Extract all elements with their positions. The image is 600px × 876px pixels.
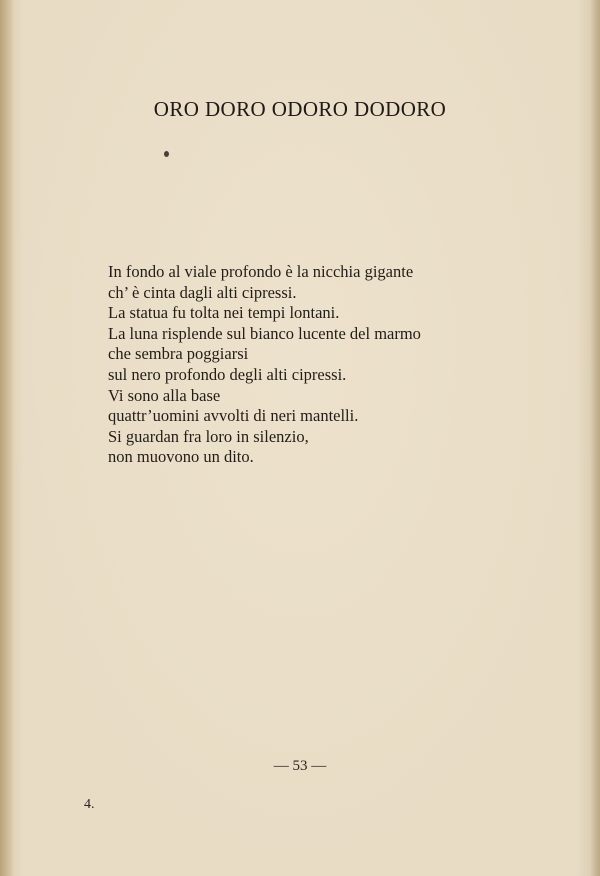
- poem-line: La statua fu tolta nei tempi lontani.: [108, 303, 340, 323]
- poem-line: sul nero profondo degli alti cipressi.: [108, 364, 347, 384]
- poem-line: In fondo al viale profondo è la nicchia gigante: [108, 262, 414, 281]
- poem-line: quattr’uomini avvolti di neri mantelli.: [108, 406, 359, 426]
- poem-line: La luna risplende sul bianco lucente del marmo: [108, 323, 421, 343]
- page-edge-shadow: [590, 0, 600, 876]
- poem-title: ORO DORO ODORO DODORO: [153, 97, 447, 121]
- page-number: — 53 —: [273, 758, 327, 774]
- poem-line: che sembra poggiarsi: [108, 344, 249, 364]
- poem-line: ch’ è cinta dagli alti cipressi.: [108, 282, 297, 302]
- poem-line: Vi sono alla base: [108, 385, 221, 405]
- poem-line: Si guardan fra loro in silenzio,: [108, 426, 309, 446]
- poem-line: non muovono un dito.: [108, 447, 254, 467]
- spine-shadow: [0, 0, 14, 876]
- signature-mark: 4.: [84, 797, 95, 812]
- poem-body: [108, 262, 421, 468]
- ink-spot: [164, 151, 169, 157]
